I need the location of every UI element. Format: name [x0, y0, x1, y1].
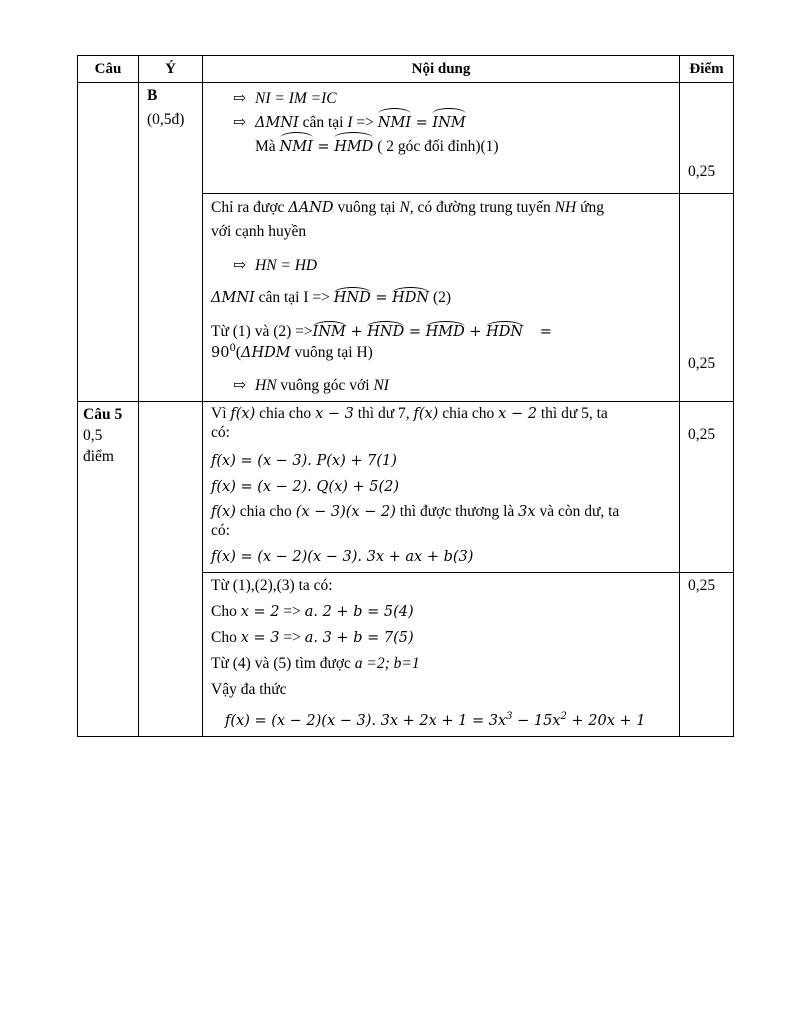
- cau-points: 0,5: [83, 426, 103, 444]
- arrow-icon: ⇨: [233, 256, 246, 274]
- header-y: Ý: [139, 56, 203, 83]
- content-line: Vì f(x) chia cho x − 3 thì dư 7, f(x) chia cho x − 2 thì dư 5, ta: [211, 404, 608, 422]
- y-points: (0,5đ): [147, 111, 185, 128]
- content-line: $90^0(\Delta HDM$ vuông tại H): [211, 342, 373, 361]
- cau-cell: [78, 83, 139, 194]
- content-line: Từ (1) và (2) =>INM + HND = HMD + HDN =: [211, 322, 552, 340]
- cau-cell: [78, 193, 139, 401]
- angle-inm: INM: [432, 111, 465, 135]
- content-line: có:: [211, 521, 230, 539]
- arrow-icon: ⇨: [233, 90, 246, 107]
- content-line: ⇨ HN vuông góc với NI: [233, 376, 389, 394]
- content-line: Từ (4) và (5) tìm được a =2; b=1: [211, 654, 420, 672]
- header-diem: Điểm: [680, 56, 734, 83]
- score: 0,25: [688, 162, 716, 180]
- cau-cell: [78, 572, 139, 737]
- content-cell: [203, 401, 680, 572]
- cau-label: Câu 5: [83, 405, 123, 423]
- score-cell: [680, 401, 734, 572]
- content-line: Mà NMI = HMD ( 2 góc đối đỉnh)(1): [233, 135, 671, 159]
- arrow-icon: ⇨: [233, 376, 246, 394]
- y-cell: [139, 401, 203, 572]
- content-line: f(x) chia cho (x − 3)(x − 2) thì được thương là 3x và còn dư, ta: [211, 502, 620, 520]
- header-cau: Câu: [78, 56, 139, 83]
- angle-nmi: NMI: [378, 111, 411, 135]
- header-row: [78, 56, 734, 83]
- score: 0,25: [688, 576, 716, 594]
- arrow-icon: ⇨: [233, 114, 246, 131]
- content-line: Từ (1),(2),(3) ta có:: [211, 576, 333, 594]
- content-line: ⇨ NI = IM =IC: [233, 87, 671, 111]
- y-cell: [139, 572, 203, 737]
- content-cell: [203, 572, 680, 737]
- content-line: ⇨ HN = HD: [233, 256, 318, 274]
- content-line: Cho x = 2 => a. 2 + b = 5(4): [211, 602, 414, 620]
- table-row: [78, 83, 734, 194]
- content-line: ⇨ ΔMNI cân tại I => NMI = INM: [233, 111, 671, 135]
- content-line: Cho x = 3 => a. 3 + b = 7(5): [211, 628, 414, 646]
- y-cell: [139, 83, 203, 194]
- score: 0,25: [688, 354, 716, 372]
- score: 0,25: [688, 425, 716, 443]
- table-row: [78, 401, 734, 572]
- table-row: [78, 572, 734, 737]
- score-cell: [680, 193, 734, 401]
- final-polynomial: f(x) = (x − 2)(x − 3). $3x + 2x + 1 = 3x^3 - 15x^2 + 20x + 1$: [225, 710, 646, 729]
- content-line: Chỉ ra được ΔAND vuông tại N, có đường trung tuyến NH ứng: [211, 198, 604, 216]
- content-cell: [203, 83, 680, 194]
- cau-cell: [78, 401, 139, 572]
- grading-table: [77, 55, 734, 737]
- content-line: ΔMNI cân tại I => HND = HDN (2): [211, 288, 452, 306]
- equation-2: f(x) = (x − 2). Q(x) + 5(2): [211, 478, 400, 495]
- content-line: với cạnh huyền: [211, 222, 307, 240]
- header-noi-dung: Nội dung: [203, 56, 680, 83]
- cau-points-unit: điểm: [83, 447, 114, 465]
- content-line: có:: [211, 423, 230, 441]
- y-label: B: [147, 87, 158, 104]
- equation-1: f(x) = (x − 3). P(x) + 7(1): [211, 452, 397, 469]
- table-row: [78, 193, 734, 401]
- equation-3: f(x) = (x − 2)(x − 3). 3x + ax + b(3): [211, 548, 474, 565]
- score-cell: [680, 83, 734, 194]
- score-cell: [680, 572, 734, 737]
- content-cell: [203, 193, 680, 401]
- content-line: Vậy đa thức: [211, 680, 287, 698]
- y-cell: [139, 193, 203, 401]
